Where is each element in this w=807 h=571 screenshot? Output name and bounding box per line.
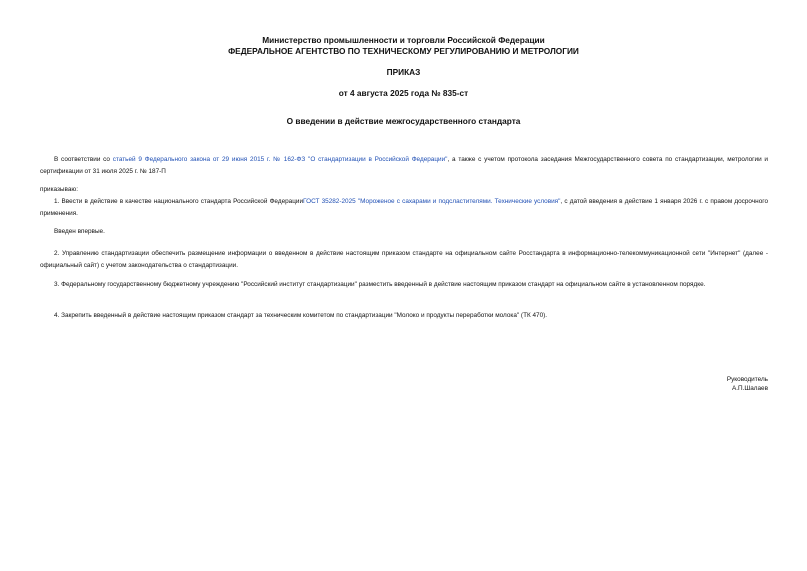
signature-name: А.П.Шалаев bbox=[731, 385, 768, 392]
order-date: от 4 августа 2025 года № 835-ст bbox=[338, 88, 469, 98]
gost-standard-link[interactable]: ГОСТ 35282-2025 "Мороженое с сахарами и подсластителями. Технические условия" bbox=[303, 198, 561, 205]
preamble-paragraph bbox=[40, 154, 768, 178]
item-1-text-end: , с датой введения в действие 1 января 2026 г. с правом досрочного применения. bbox=[40, 198, 769, 217]
preamble-text-start: В соответствии со bbox=[54, 156, 113, 163]
federal-law-link[interactable]: статьей 9 Федерального закона от 29 июня 2015 г. № 162-ФЗ "О стандартизации в Российской Федерации" bbox=[112, 156, 448, 163]
item-4-paragraph: 4. Закрепить введенный в действие настоящим приказом стандарт за техническим комитетом по стандартизации "Молоко и продукты переработки молока" (ТК 470). bbox=[54, 312, 548, 319]
signature-role: Руководитель bbox=[726, 376, 768, 383]
order-subject: О введении в действие межгосударственного стандарта bbox=[286, 116, 521, 126]
item-2-paragraph: 2. Управлению стандартизации обеспечить размещение информации о введенном в действие настоящим приказом стандарте на официальном сайте Росстандарта в информационно-телекоммуникационной сети "Интернет" (далее - официальный сайт) с учетом законодательства о стандартизации. bbox=[40, 250, 768, 269]
item-1-paragraph bbox=[40, 196, 768, 220]
ministry-heading: Министерство промышленности и торговли Российской Федерации bbox=[262, 35, 545, 45]
item-1-text-start: 1. Ввести в действие в качестве национального стандарта Российской Федерации bbox=[54, 198, 304, 205]
preamble-text-end: , а также с учетом протокола заседания Межгосударственного совета по стандартизации, метрологии и сертификации от 31 июля 2025 г. № 187-П bbox=[40, 156, 769, 175]
introduced-first-time: Введен впервые. bbox=[54, 228, 105, 235]
item-3-paragraph: 3. Федеральному государственному бюджетному учреждению "Российский институт стандартизации" разместить введенный в действие настоящим приказом стандарт на официальном сайте в установленном порядке. bbox=[54, 281, 706, 288]
agency-heading: ФЕДЕРАЛЬНОЕ АГЕНТСТВО ПО ТЕХНИЧЕСКОМУ РЕГУЛИРОВАНИЮ И МЕТРОЛОГИИ bbox=[228, 46, 579, 56]
order-title: ПРИКАЗ bbox=[386, 67, 421, 77]
ordered-label: приказываю: bbox=[40, 186, 78, 193]
